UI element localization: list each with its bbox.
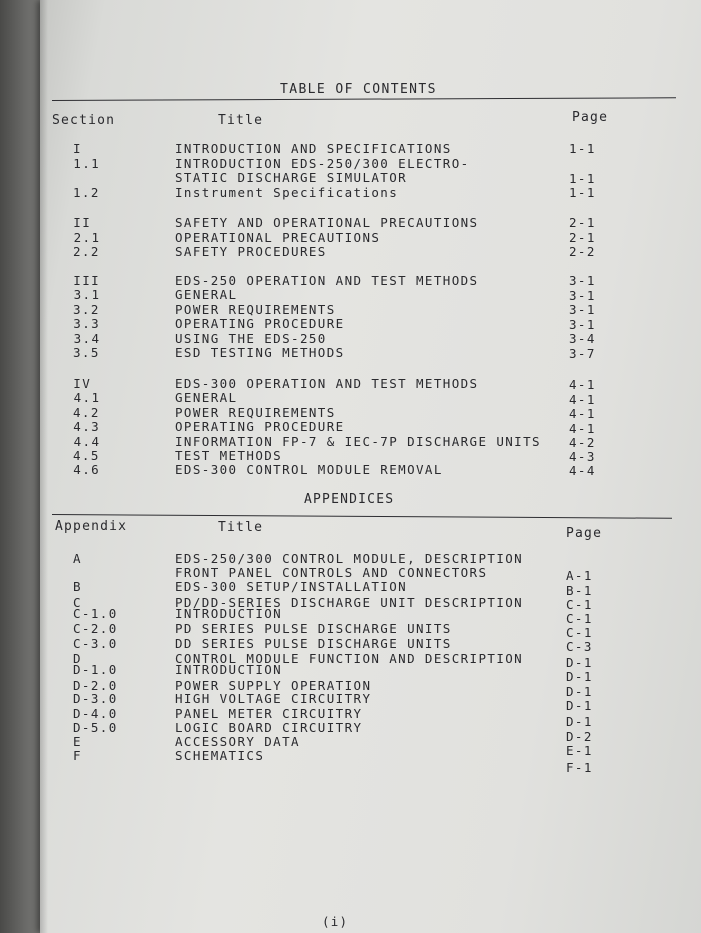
appendix-page: D-2 <box>566 729 593 744</box>
section-title: POWER REQUIREMENTS <box>175 302 336 317</box>
section-title: USING THE EDS-250 <box>175 331 327 346</box>
appendix-title: EDS-300 SETUP/INSTALLATION <box>175 579 408 594</box>
appendix-title: EDS-250/300 CONTROL MODULE, DESCRIPTION <box>175 551 524 566</box>
appendix-letter: D-2.0 <box>73 678 118 693</box>
section-number: 3.2 <box>73 302 100 317</box>
appendix-letter: D <box>73 651 82 666</box>
appendix-letter: F <box>73 748 82 763</box>
section-number: 2.1 <box>73 230 101 245</box>
section-title: ESD TESTING METHODS <box>175 345 345 360</box>
section-page: 2-1 <box>569 230 596 245</box>
section-page: 3-1 <box>569 273 596 288</box>
section-title: INFORMATION FP-7 & IEC-7P DISCHARGE UNITS <box>175 434 541 449</box>
section-number: 4.6 <box>73 462 101 477</box>
section-page: 4-1 <box>569 421 596 436</box>
appendix-page-column-header: Page <box>566 526 603 541</box>
appendix-letter: C <box>73 595 82 610</box>
page-column-header: Page <box>572 110 609 125</box>
appendix-page: C-1 <box>566 625 593 640</box>
section-number: 3.3 <box>73 316 101 331</box>
section-number: 4.3 <box>73 419 101 434</box>
appendix-title: PANEL METER CIRCUITRY <box>175 706 363 721</box>
section-number: 4.5 <box>73 448 100 463</box>
title-column-header: Title <box>218 113 264 128</box>
appendix-page: D-1 <box>566 669 593 684</box>
section-page: 3-7 <box>569 346 596 361</box>
appendix-title: FRONT PANEL CONTROLS AND CONNECTORS <box>175 565 488 580</box>
section-number: 3.4 <box>73 331 101 346</box>
appendices-heading: APPENDICES <box>304 492 395 507</box>
appendix-letter: A <box>73 551 82 566</box>
section-title: EDS-300 OPERATION AND TEST METHODS <box>175 376 479 391</box>
appendix-title: ACCESSORY DATA <box>175 734 300 749</box>
section-page: 1-1 <box>569 171 596 186</box>
section-title: OPERATIONAL PRECAUTIONS <box>175 230 381 245</box>
section-title: EDS-250 OPERATION AND TEST METHODS <box>175 273 479 288</box>
appendix-letter: D-1.0 <box>73 662 118 677</box>
section-number: IV <box>73 376 92 391</box>
appendix-page: E-1 <box>566 743 593 758</box>
section-title: OPERATING PROCEDURE <box>175 419 345 434</box>
section-page: 4-4 <box>569 463 596 478</box>
section-page: 2-2 <box>569 244 596 259</box>
appendix-title: HIGH VOLTAGE CIRCUITRY <box>175 691 372 706</box>
section-number: II <box>73 215 92 230</box>
appendix-letter: C-1.0 <box>73 606 118 621</box>
section-number: 4.4 <box>73 434 101 449</box>
appendix-letter: D-4.0 <box>73 706 118 721</box>
appendix-letter: D-5.0 <box>73 720 118 735</box>
appendix-page: D-1 <box>566 684 593 699</box>
appendix-page: C-3 <box>566 639 593 654</box>
section-title: OPERATING PROCEDURE <box>175 316 345 331</box>
section-number: 3.1 <box>73 287 101 302</box>
appendix-page: D-1 <box>566 698 593 713</box>
section-title: TEST METHODS <box>175 448 283 463</box>
section-page: 4-1 <box>569 406 596 421</box>
appendix-title: POWER SUPPLY OPERATION <box>175 678 372 693</box>
section-page: 3-1 <box>569 302 596 317</box>
section-title: SAFETY AND OPERATIONAL PRECAUTIONS <box>175 215 479 230</box>
section-title: EDS-300 CONTROL MODULE REMOVAL <box>175 462 443 477</box>
appendix-page: F-1 <box>566 760 593 775</box>
appendix-page: D-1 <box>566 714 593 729</box>
appendix-title: CONTROL MODULE FUNCTION AND DESCRIPTION <box>175 651 524 666</box>
section-page: 4-3 <box>569 449 596 464</box>
appendix-letter: B <box>73 579 82 594</box>
section-page: 3-4 <box>569 331 596 346</box>
section-title: SAFETY PROCEDURES <box>175 244 327 259</box>
section-number: 3.5 <box>73 345 100 360</box>
section-page: 1-1 <box>569 141 596 156</box>
page-number: (i) <box>322 914 349 929</box>
section-column-header: Section <box>52 113 116 128</box>
section-page: 4-1 <box>569 392 596 407</box>
appendix-title: LOGIC BOARD CIRCUITRY <box>175 720 363 735</box>
section-number: 4.2 <box>73 405 100 420</box>
section-page: 1-1 <box>569 185 596 200</box>
appendix-title: SCHEMATICS <box>175 748 265 763</box>
appendix-letter: E <box>73 734 82 749</box>
section-title: INTRODUCTION EDS-250/300 ELECTRO- <box>175 156 470 171</box>
appendix-page: B-1 <box>566 583 593 598</box>
section-title: POWER REQUIREMENTS <box>175 405 336 420</box>
appendix-title: INTRODUCTION <box>175 662 283 677</box>
appendix-title: PD SERIES PULSE DISCHARGE UNITS <box>175 621 452 636</box>
appendix-title: INTRODUCTION <box>175 606 283 621</box>
section-page: 3-1 <box>569 317 596 332</box>
section-number: 1.1 <box>73 156 101 171</box>
appendix-column-header: Appendix <box>55 519 128 534</box>
section-title: GENERAL <box>175 390 238 405</box>
section-page: 3-1 <box>569 288 596 303</box>
appendix-page: A-1 <box>566 568 593 583</box>
appendix-title-column-header: Title <box>218 520 264 535</box>
section-number: III <box>73 273 101 288</box>
page-edge-shadow <box>40 0 48 933</box>
section-number: 2.2 <box>73 244 100 259</box>
section-number: 4.1 <box>73 390 101 405</box>
section-title: INTRODUCTION AND SPECIFICATIONS <box>175 141 452 156</box>
section-page: 4-1 <box>569 377 596 392</box>
page-title: TABLE OF CONTENTS <box>280 82 437 97</box>
appendix-letter: C-2.0 <box>73 621 118 636</box>
section-title: Instrument Specifications <box>175 185 399 200</box>
section-number: I <box>73 141 82 156</box>
section-number: 1.2 <box>73 185 100 200</box>
section-title: STATIC DISCHARGE SIMULATOR <box>175 170 408 185</box>
appendix-letter: C-3.0 <box>73 636 118 651</box>
section-page: 2-1 <box>569 215 596 230</box>
section-page: 4-2 <box>569 435 596 450</box>
appendix-letter: D-3.0 <box>73 691 118 706</box>
section-title: GENERAL <box>175 287 238 302</box>
appendix-title: DD SERIES PULSE DISCHARGE UNITS <box>175 636 452 651</box>
appendix-page: C-1 <box>566 611 593 626</box>
appendix-title: PD/DD-SERIES DISCHARGE UNIT DESCRIPTION <box>175 595 524 610</box>
appendix-page: D-1 <box>566 655 593 670</box>
appendix-page: C-1 <box>566 597 593 612</box>
